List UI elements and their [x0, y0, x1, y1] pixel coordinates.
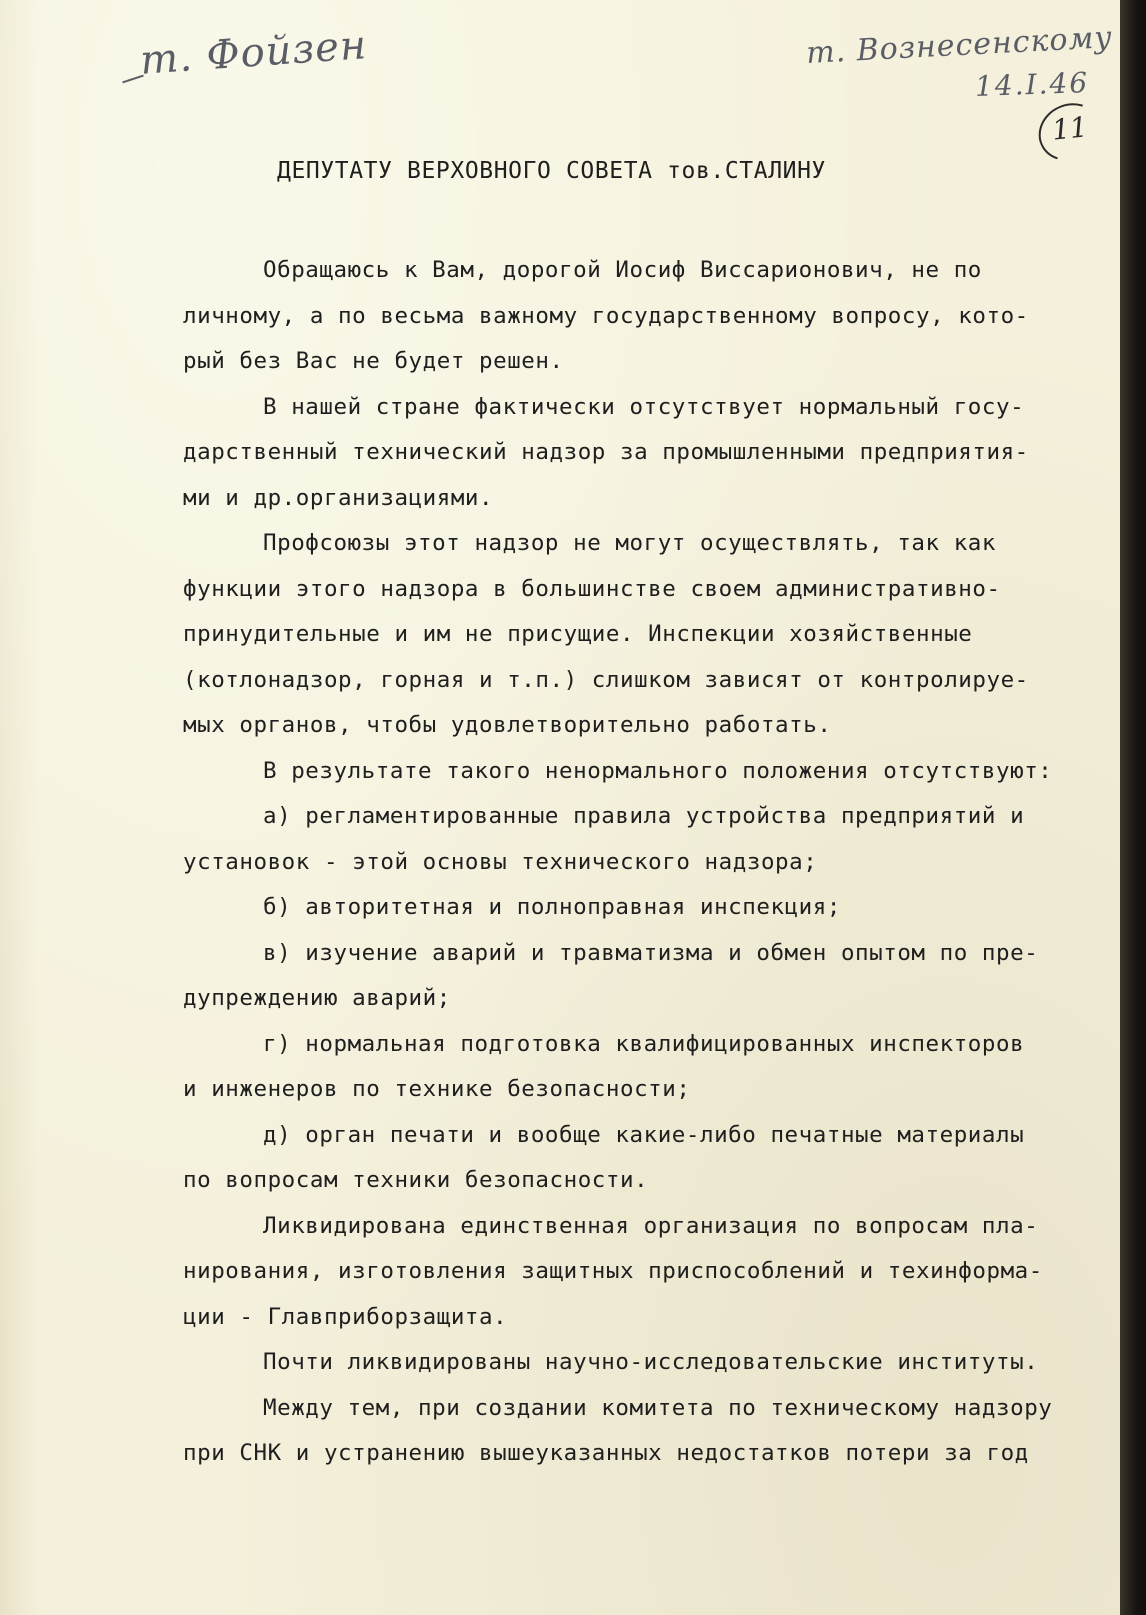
text-line: личному, а по весьма важному государственному вопросу, кото-	[183, 302, 1029, 329]
handwritten-note-addressee: т. Вознесенскому	[805, 19, 1114, 72]
text-line: дупреждению аварий;	[183, 985, 451, 1011]
handwritten-note-date: 14.I.46	[974, 66, 1090, 103]
folio-number: 11	[1050, 110, 1090, 147]
text-line: принудительные и им не присущие. Инспекции хозяйственные	[183, 621, 973, 647]
document-body	[183, 248, 1113, 1477]
list-item-v: в) изучение аварий и травматизма и обмен опытом по пре-	[263, 939, 1039, 966]
text-line: дарственный технический надзор за промышленными предприятия-	[183, 439, 1029, 465]
text-line: при СНК и устранению вышеуказанных недостатков потери за год	[183, 1440, 1029, 1466]
text-line: нирования, изготовления защитных приспособлений и техинформа-	[183, 1258, 1043, 1284]
text-line: мых органов, чтобы удовлетворительно работать.	[183, 712, 832, 738]
text-line: ции - Главприборзащита.	[183, 1303, 508, 1330]
text-line: (котлонадзор, горная и т.п.) слишком зависят от контролируе-	[183, 666, 1029, 693]
text-line: В результате такого ненормального положения отсутствуют:	[263, 757, 1053, 784]
list-item-a: а) регламентированные правила устройства предприятий и	[263, 803, 1025, 829]
list-item-d: д) орган печати и вообще какие-либо печатные материалы	[263, 1121, 1025, 1148]
text-line: Между тем, при создании комитета по техническому надзору	[263, 1394, 1053, 1421]
list-item-g: г) нормальная подготовка квалифицированных инспекторов	[263, 1030, 1025, 1057]
text-line: Почти ликвидированы научно-исследовательские институты.	[263, 1349, 1039, 1375]
text-line: установок - этой основы технического надзора;	[183, 848, 818, 875]
text-line: рый без Вас не будет решен.	[183, 348, 564, 374]
text-line: Ликвидирована единственная организация по вопросам пла-	[263, 1212, 1039, 1239]
document-heading: ДЕПУТАТУ ВЕРХОВНОГО СОВЕТА тов.СТАЛИНУ	[277, 158, 826, 184]
list-item-b: б) авторитетная и полноправная инспекция;	[263, 894, 841, 920]
text-line: Профсоюзы этот надзор не могут осуществлять, так как	[263, 530, 996, 556]
handwritten-note-top-left: т. Фойзен	[138, 22, 369, 84]
text-line: и инженеров по технике безопасности;	[183, 1076, 691, 1102]
text-line: функции этого надзора в большинстве своем административно-	[183, 575, 1001, 602]
scan-edge-shadow	[1120, 0, 1146, 1615]
text-line: ми и др.организациями.	[183, 484, 494, 511]
text-line: В нашей стране фактически отсутствует нормальный госу-	[263, 393, 1025, 420]
text-line: по вопросам техники безопасности.	[183, 1167, 649, 1193]
text-line: Обращаюсь к Вам, дорогой Иосиф Виссарионович, не по	[263, 257, 982, 283]
